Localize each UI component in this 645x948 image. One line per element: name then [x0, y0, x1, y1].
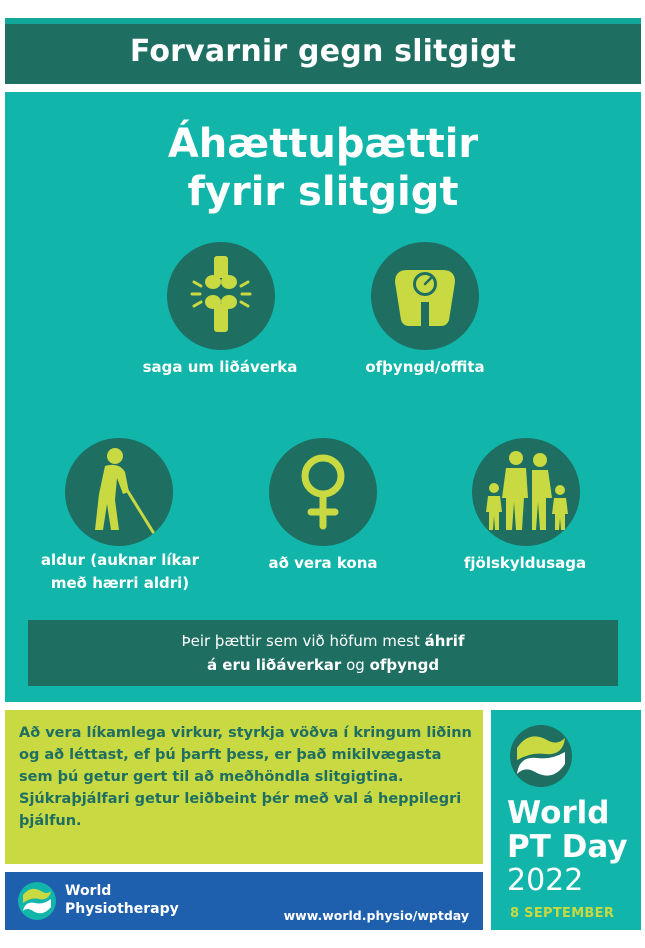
pt-day-logo-icon [509, 724, 573, 788]
advice-paragraph-2: Sjúkraþjálfari getur leiðbeint þér með val á heppilegri þjálfun. [19, 791, 462, 829]
factor-label-family: fjölskyldusaga [463, 554, 587, 572]
female-symbol-icon [269, 438, 377, 546]
elderly-person-icon [65, 438, 173, 546]
pt-day-title-line2: PT Day [507, 829, 628, 865]
banner-text-and: og [341, 656, 370, 674]
advice-paragraph-1: Að vera líkamlega virkur, styrkja vöðva í kringum liðinn og að léttast, ef þú þarft þess, er það mikilvægasta sem þú getur gert til að meðhöndla slitgigtina. [19, 725, 472, 785]
org-name [65, 882, 179, 918]
banner-line1 [28, 629, 618, 653]
knee-joint-icon [167, 242, 275, 350]
scale-icon [371, 242, 479, 350]
page-title: Forvarnir gegn slitgigt [129, 33, 517, 69]
section-title-line2: fyrir slitgigt [187, 169, 459, 215]
risk-factors-panel [5, 92, 641, 702]
banner-bold-impact: áhrif [424, 632, 465, 650]
pt-day-panel [491, 710, 641, 930]
org-name-line2: Physiotherapy [65, 901, 179, 917]
footer-bar [5, 872, 483, 930]
pt-day-date: 8 SEPTEMBER [510, 906, 615, 921]
factor-label-overweight: ofþyngd/offita [365, 358, 485, 376]
factor-label-injury: saga um liðáverka [142, 358, 298, 376]
banner-text-prefix: Þeir þættir sem við höfum mest [181, 632, 425, 650]
advice-box [5, 710, 483, 864]
org-name-line1: World [65, 883, 112, 899]
website-link[interactable]: www.world.physio/wptday [283, 908, 469, 923]
world-physiotherapy-logo-icon [17, 881, 57, 921]
pt-day-title-line1: World [507, 795, 610, 831]
header-stripe [5, 18, 641, 24]
banner-bold-overweight: ofþyngd [369, 656, 440, 674]
banner-line2 [28, 653, 618, 677]
factor-label-age-line2: með hærri aldri) [50, 574, 190, 592]
key-factors-banner [28, 620, 618, 686]
factor-label-female: að vera kona [268, 554, 378, 572]
section-title-line1: Áhættuþættir [167, 121, 479, 167]
factor-label-age-line1: aldur (auknar líkar [40, 551, 200, 569]
banner-bold-injuries: á eru liðáverkar [206, 656, 342, 674]
pt-day-year: 2022 [507, 863, 584, 898]
header-bar [5, 18, 641, 84]
family-icon [472, 438, 580, 546]
